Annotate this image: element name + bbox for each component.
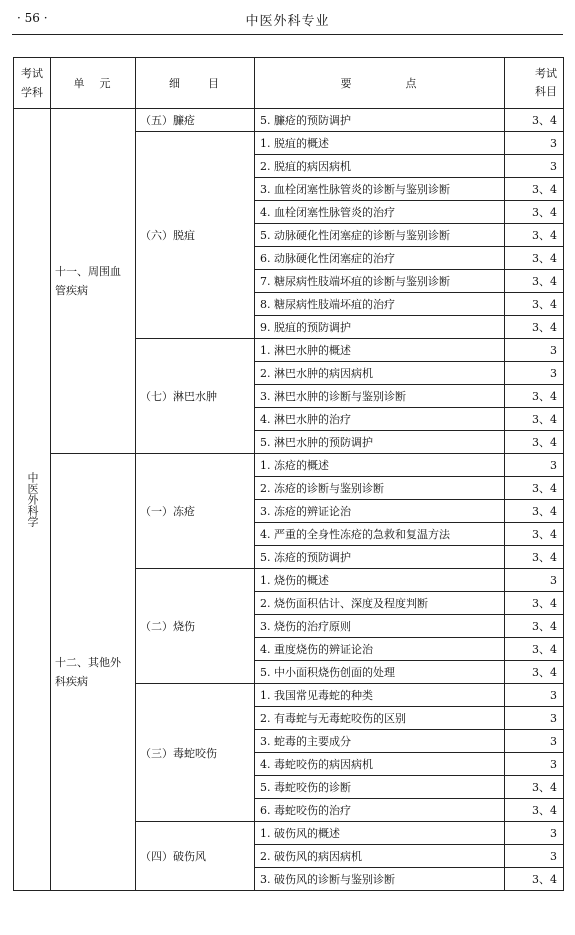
- point-cell: 4. 血栓闭塞性脉管炎的治疗: [255, 201, 505, 224]
- exam-cell: 3、4: [505, 408, 564, 431]
- item-cell: （二）烧伤: [136, 569, 255, 684]
- unit-cell: 十一、周围血管疾病: [51, 109, 136, 454]
- exam-cell: 3: [505, 684, 564, 707]
- subject-cell: [14, 109, 51, 891]
- point-cell: 6. 毒蛇咬伤的治疗: [255, 799, 505, 822]
- exam-cell: 3: [505, 730, 564, 753]
- point-cell: 1. 我国常见毒蛇的种类: [255, 684, 505, 707]
- exam-cell: 3: [505, 822, 564, 845]
- exam-cell: 3、4: [505, 247, 564, 270]
- exam-cell: 3、4: [505, 523, 564, 546]
- exam-cell: 3、4: [505, 431, 564, 454]
- running-title: 中医外科专业: [245, 14, 330, 29]
- exam-cell: 3、4: [505, 477, 564, 500]
- point-cell: 5. 动脉硬化性闭塞症的诊断与鉴别诊断: [255, 224, 505, 247]
- exam-cell: 3: [505, 132, 564, 155]
- exam-cell: 3、4: [505, 500, 564, 523]
- item-cell: （六）脱疽: [136, 132, 255, 339]
- table-body: [14, 109, 564, 891]
- syllabus-table: [13, 57, 564, 891]
- exam-cell: 3、4: [505, 270, 564, 293]
- col-header-unit: 单 元: [51, 58, 136, 109]
- point-cell: 1. 烧伤的概述: [255, 569, 505, 592]
- item-cell: （三）毒蛇咬伤: [136, 684, 255, 822]
- point-cell: 1. 冻疮的概述: [255, 454, 505, 477]
- item-cell: （四）破伤风: [136, 822, 255, 891]
- point-cell: 9. 脱疽的预防调护: [255, 316, 505, 339]
- point-cell: 5. 中小面积烧伤创面的处理: [255, 661, 505, 684]
- page-header: [0, 0, 575, 40]
- exam-cell: 3、4: [505, 224, 564, 247]
- point-cell: 2. 有毒蛇与无毒蛇咬伤的区别: [255, 707, 505, 730]
- point-cell: 7. 糖尿病性肢端坏疽的诊断与鉴别诊断: [255, 270, 505, 293]
- point-cell: 3. 淋巴水肿的诊断与鉴别诊断: [255, 385, 505, 408]
- exam-cell: 3: [505, 155, 564, 178]
- header-rule: [12, 34, 563, 35]
- table-header: [14, 58, 564, 109]
- point-cell: 5. 毒蛇咬伤的诊断: [255, 776, 505, 799]
- exam-cell: 3、4: [505, 293, 564, 316]
- exam-cell: 3: [505, 362, 564, 385]
- point-cell: 3. 冻疮的辨证论治: [255, 500, 505, 523]
- item-cell: （一）冻疮: [136, 454, 255, 569]
- page-number: · 56 ·: [17, 11, 48, 25]
- unit-cell: 十二、其他外科疾病: [51, 454, 136, 891]
- point-cell: 5. 臁疮的预防调护: [255, 109, 505, 132]
- exam-cell: 3、4: [505, 638, 564, 661]
- point-cell: 3. 血栓闭塞性脉管炎的诊断与鉴别诊断: [255, 178, 505, 201]
- exam-cell: 3、4: [505, 385, 564, 408]
- point-cell: 5. 淋巴水肿的预防调护: [255, 431, 505, 454]
- table-row: [14, 454, 564, 477]
- exam-cell: 3: [505, 845, 564, 868]
- exam-cell: 3、4: [505, 546, 564, 569]
- point-cell: 2. 破伤风的病因病机: [255, 845, 505, 868]
- exam-cell: 3: [505, 454, 564, 477]
- exam-cell: 3、4: [505, 178, 564, 201]
- exam-cell: 3、4: [505, 615, 564, 638]
- col-header-item: 细 目: [136, 58, 255, 109]
- exam-cell: 3、4: [505, 799, 564, 822]
- table-row: [14, 109, 564, 132]
- point-cell: 2. 淋巴水肿的病因病机: [255, 362, 505, 385]
- exam-cell: 3、4: [505, 316, 564, 339]
- exam-cell: 3、4: [505, 201, 564, 224]
- point-cell: 5. 冻疮的预防调护: [255, 546, 505, 569]
- subject-label: 中医外科学: [26, 472, 39, 527]
- point-cell: 6. 动脉硬化性闭塞症的治疗: [255, 247, 505, 270]
- col-header-point: 要 点: [255, 58, 505, 109]
- point-cell: 2. 烧伤面积估计、深度及程度判断: [255, 592, 505, 615]
- exam-cell: 3、4: [505, 661, 564, 684]
- exam-cell: 3: [505, 707, 564, 730]
- exam-cell: 3: [505, 569, 564, 592]
- point-cell: 2. 脱疽的病因病机: [255, 155, 505, 178]
- exam-cell: 3: [505, 339, 564, 362]
- point-cell: 1. 脱疽的概述: [255, 132, 505, 155]
- exam-cell: 3: [505, 753, 564, 776]
- point-cell: 1. 淋巴水肿的概述: [255, 339, 505, 362]
- point-cell: 4. 重度烧伤的辨证论治: [255, 638, 505, 661]
- item-cell: （七）淋巴水肿: [136, 339, 255, 454]
- point-cell: 3. 破伤风的诊断与鉴别诊断: [255, 868, 505, 891]
- point-cell: 4. 严重的全身性冻疮的急救和复温方法: [255, 523, 505, 546]
- col-header-exam: 考试 科目: [505, 58, 564, 109]
- point-cell: 3. 烧伤的治疗原则: [255, 615, 505, 638]
- exam-cell: 3、4: [505, 109, 564, 132]
- point-cell: 3. 蛇毒的主要成分: [255, 730, 505, 753]
- point-cell: 8. 糖尿病性肢端坏疽的治疗: [255, 293, 505, 316]
- exam-cell: 3、4: [505, 776, 564, 799]
- point-cell: 4. 淋巴水肿的治疗: [255, 408, 505, 431]
- point-cell: 2. 冻疮的诊断与鉴别诊断: [255, 477, 505, 500]
- col-header-subject: 考试 学科: [14, 58, 51, 109]
- point-cell: 1. 破伤风的概述: [255, 822, 505, 845]
- item-cell: （五）臁疮: [136, 109, 255, 132]
- exam-cell: 3、4: [505, 868, 564, 891]
- exam-cell: 3、4: [505, 592, 564, 615]
- point-cell: 4. 毒蛇咬伤的病因病机: [255, 753, 505, 776]
